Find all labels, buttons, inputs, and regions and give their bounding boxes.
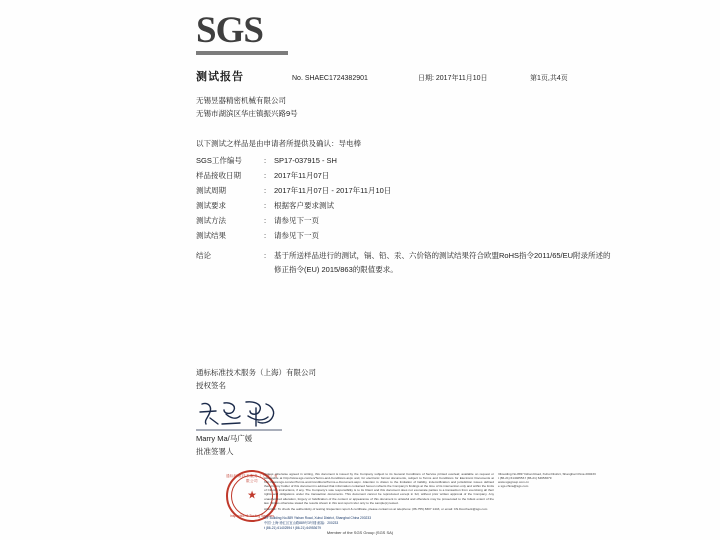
field-value: 2017年11月07日 bbox=[274, 171, 330, 180]
report-fields bbox=[196, 154, 616, 278]
footer-address bbox=[264, 516, 620, 531]
field-value: 根据客户要求测试 bbox=[274, 201, 334, 210]
footer-contact-line-1: 3Fouiding No.889 Yishan Road, Xuhui District, Shanghai China 200233 bbox=[498, 472, 596, 476]
footer-contact-line-3: www.sgsgroup.com.cn bbox=[498, 480, 529, 485]
field-label: 测试结果 bbox=[196, 231, 226, 240]
seal-top-text: 通标标准技术服务（上海）有限公司 bbox=[226, 474, 278, 483]
client-company-name: 无锡昱器精密机械有限公司 bbox=[196, 96, 286, 105]
sgs-logo-bar bbox=[196, 51, 288, 55]
signature-block bbox=[196, 366, 316, 392]
field-row bbox=[196, 184, 616, 198]
field-row bbox=[196, 154, 616, 168]
field-colon: : bbox=[264, 156, 267, 165]
field-row bbox=[196, 199, 616, 213]
field-label: SGS工作编号 bbox=[196, 156, 242, 165]
conclusion-text: 基于所送样品进行的测试，镉、铅、汞、六价铬的测试结果符合欧盟RoHS指令2011/65/EU附录所述的修正指令(EU) 2015/863的限值要求。 bbox=[274, 251, 611, 274]
footer-disclaimer-attention: Attention: To check the authenticity of testing /inspection report & certificate, please contact us at telephone: (86-755) 8307 1443, or email: CN.Doccheck@sgs.com bbox=[264, 506, 488, 511]
client-company-address: 无锡市湖滨区华庄镇振兴路9号 bbox=[196, 109, 298, 118]
report-title-row bbox=[196, 68, 616, 84]
field-colon: : bbox=[264, 231, 267, 240]
report-number: No. SHAEC1724382901 bbox=[292, 75, 368, 82]
client-company bbox=[196, 94, 298, 120]
field-row bbox=[196, 169, 616, 183]
field-row bbox=[196, 229, 616, 243]
footer-disclaimer bbox=[264, 472, 494, 513]
report-page-count: 第1页,共4页 bbox=[530, 75, 568, 82]
field-value: SP17-037915 - SH bbox=[274, 156, 337, 165]
field-value: 请参见下一页 bbox=[274, 231, 319, 240]
sgs-logo bbox=[196, 12, 288, 56]
page-title: 测试报告 bbox=[196, 71, 244, 83]
signing-organization: 通标标准技术服务（上海）有限公司 bbox=[196, 368, 316, 377]
field-colon: : bbox=[264, 171, 267, 180]
conclusion-row bbox=[196, 249, 616, 277]
footer-contact-line-4: e sgs.china@sgs.com bbox=[498, 484, 529, 489]
footer-contact bbox=[498, 472, 620, 488]
field-label: 测试周期 bbox=[196, 186, 226, 195]
footer-address-cn: 中国·上海·徐汇区宜山路889号3号楼 邮编：200233 bbox=[264, 521, 339, 525]
footer-contact-line-2: t (86-21) 61402553 f (86-21) 64953679 bbox=[498, 476, 552, 481]
star-icon: ★ bbox=[247, 489, 257, 502]
sgs-logo-text: SGS bbox=[196, 10, 263, 51]
handwritten-signature-icon bbox=[196, 398, 282, 432]
field-label: 测试要求 bbox=[196, 201, 226, 210]
signer-role: 批准签署人 bbox=[196, 447, 234, 456]
field-row bbox=[196, 214, 616, 228]
sample-intro: 以下测试之样品是由申请者所提供及确认：导电棒 bbox=[196, 139, 361, 148]
field-label: 测试方法 bbox=[196, 216, 226, 225]
signer-info bbox=[196, 432, 252, 458]
seal-bottom-text: Inspection & Testing Services bbox=[229, 514, 275, 518]
field-label: 样品接收日期 bbox=[196, 171, 241, 180]
signer-name: Marry Ma/马广媛 bbox=[196, 434, 253, 443]
field-colon: : bbox=[264, 251, 267, 260]
footer-disclaimer-main: Unless otherwise agreed in writing, this document is issued by the Company subject to its General Conditions of Service printed overleaf, available on request or accessible at http://www.sgs.com/en/Terms-and-Conditions.aspx and, for electronic format documents, subject to Terms and Conditions for Electronic Documents at http://www.sgs.com/en/Terms-and-Conditions/Terms-e-Document.aspx. Attention is drawn to the limitation of liability, indemnification and jurisdiction issues defined therein. Any holder of this document is advised that information contained hereon reflects the Company's findings at the time of its intervention only and within the limits of Client's instructions, if any. The Company's sole responsibility is to its Client and this document does not exonerate parties to a transaction from exercising all their rights and obligations under the transaction documents. This document cannot be reproduced except in full, without prior written approval of the Company. Any unauthorized alteration, forgery or falsification of the content or appearance of this document is unlawful and offenders may be prosecuted to the fullest extent of the law. Unless otherwise stated the results shown in this test report refer only to the sample(s) tested. bbox=[264, 472, 494, 505]
field-colon: : bbox=[264, 216, 267, 225]
footer-member-line: Member of the SGS Group (SGS SA) bbox=[326, 530, 394, 535]
field-value: 请参见下一页 bbox=[274, 216, 319, 225]
authorized-signature-label: 授权签名 bbox=[196, 381, 226, 390]
field-colon: : bbox=[264, 201, 267, 210]
report-date: 日期: 2017年11月10日 bbox=[418, 75, 488, 82]
field-value: 2017年11月07日 - 2017年11月10日 bbox=[274, 186, 392, 195]
field-colon: : bbox=[264, 186, 267, 195]
footer-address-en: 3/F Building No.889 Yishan Road, Xuhui District, Shanghai China 200233 bbox=[264, 516, 372, 520]
footer-phone: t (86-21) 61402594 f (86-21) 64953679 bbox=[264, 526, 322, 530]
conclusion-label: 结论 bbox=[196, 251, 211, 260]
